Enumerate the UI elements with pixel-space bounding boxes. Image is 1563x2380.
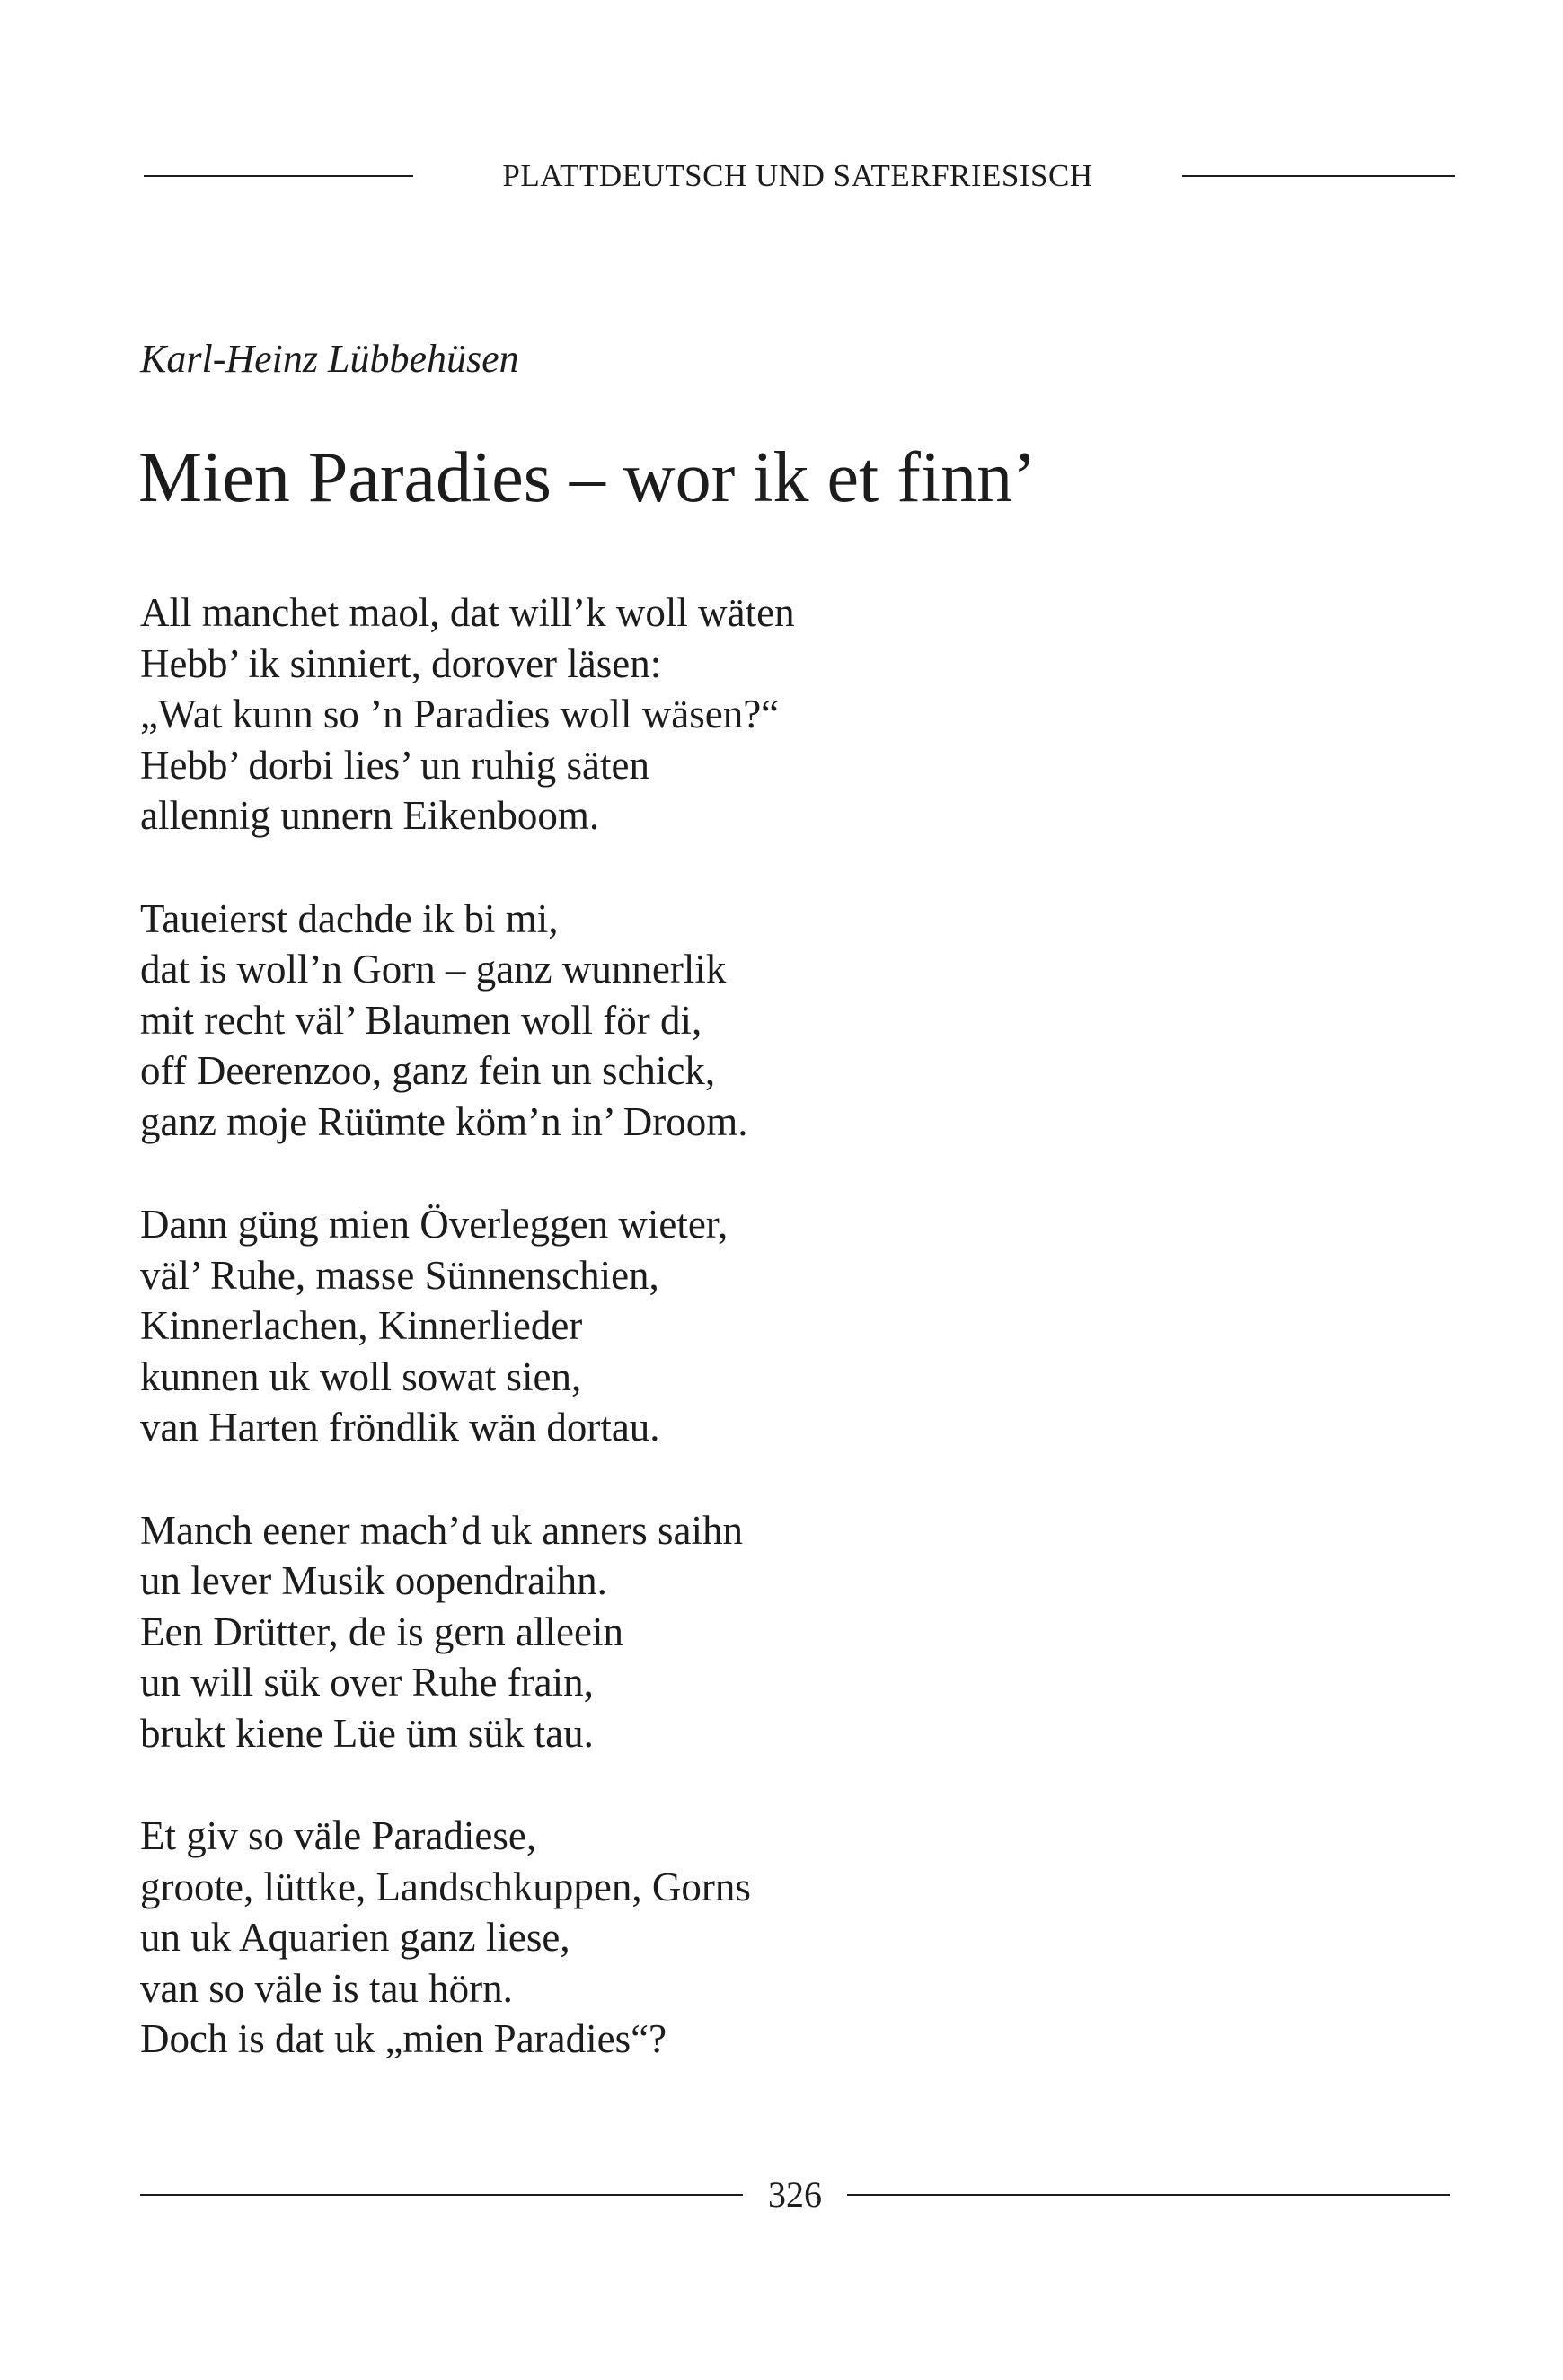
stanza [140,1199,1398,1453]
verse-line: Doch is dat uk „mien Paradies“? [140,2016,667,2061]
author-name: Karl-Heinz Lübbehüsen [140,337,519,381]
verse-line: kunnen uk woll sowat sien, [140,1353,582,1399]
verse-line: off Deerenzoo, ganz fein un schick, [140,1048,716,1093]
verse-line: väl’ Ruhe, masse Sünnenschien, [140,1252,659,1298]
stanza [140,1505,1398,1759]
stanza [140,587,1398,842]
verse-line: ganz moje Rüümte köm’n in’ Droom. [140,1098,748,1144]
verse-line: van Harten fröndlik wän dortau. [140,1405,660,1450]
header-rule-right [1182,175,1455,177]
verse-line: Dann güng mien Överleggen wieter, [140,1202,729,1247]
verse-line: Taueierst dachde ik bi mi, [140,895,559,941]
header-rule-left [144,175,413,177]
page-number: 326 [768,2174,822,2215]
verse-line: Et giv so väle Paradiese, [140,1813,537,1858]
verse-line: van so väle is tau hörn. [140,1965,513,2011]
page-footer [140,2173,1450,2216]
verse-line: Kinnerlachen, Kinnerlieder [140,1303,583,1348]
verse-line: Hebb’ dorbi lies’ un ruhig säten [140,742,649,788]
poem-title: Mien Paradies – wor ik et finn’ [138,438,1037,517]
verse-line: allennig unnern Eikenboom. [140,793,600,838]
verse-line: un will sük over Ruhe frain, [140,1660,594,1705]
verse-line: groote, lüttke, Landschkuppen, Gorns [140,1864,751,1909]
verse-line: mit recht väl’ Blaumen woll för di, [140,997,702,1043]
verse-line: All manchet maol, dat will’k woll wäten [140,590,795,635]
footer-rule-left [140,2194,743,2196]
verse-line: Een Drütter, de is gern alleein [140,1609,623,1654]
stanza [140,1811,1398,2065]
verse-line: un uk Aquarien ganz liese, [140,1915,570,1960]
poem-body [140,587,1398,2117]
verse-line: Hebb’ ik sinniert, dorover läsen: [140,640,662,686]
running-header-title: PLATTDEUTSCH UND SATERFRIESISCH [502,158,1093,193]
verse-line: dat is woll’n Gorn – ganz wunnerlik [140,947,727,992]
stanza [140,894,1398,1148]
verse-line: „Wat kunn so ’n Paradies woll wäsen?“ [140,692,780,736]
footer-rule-right [847,2194,1450,2196]
verse-line: Manch eener mach’d uk anners saihn [140,1507,743,1553]
running-header [144,158,1455,194]
verse-line: un lever Musik oopendraihn. [140,1558,607,1603]
verse-line: brukt kiene Lüe üm sük tau. [140,1710,594,1756]
